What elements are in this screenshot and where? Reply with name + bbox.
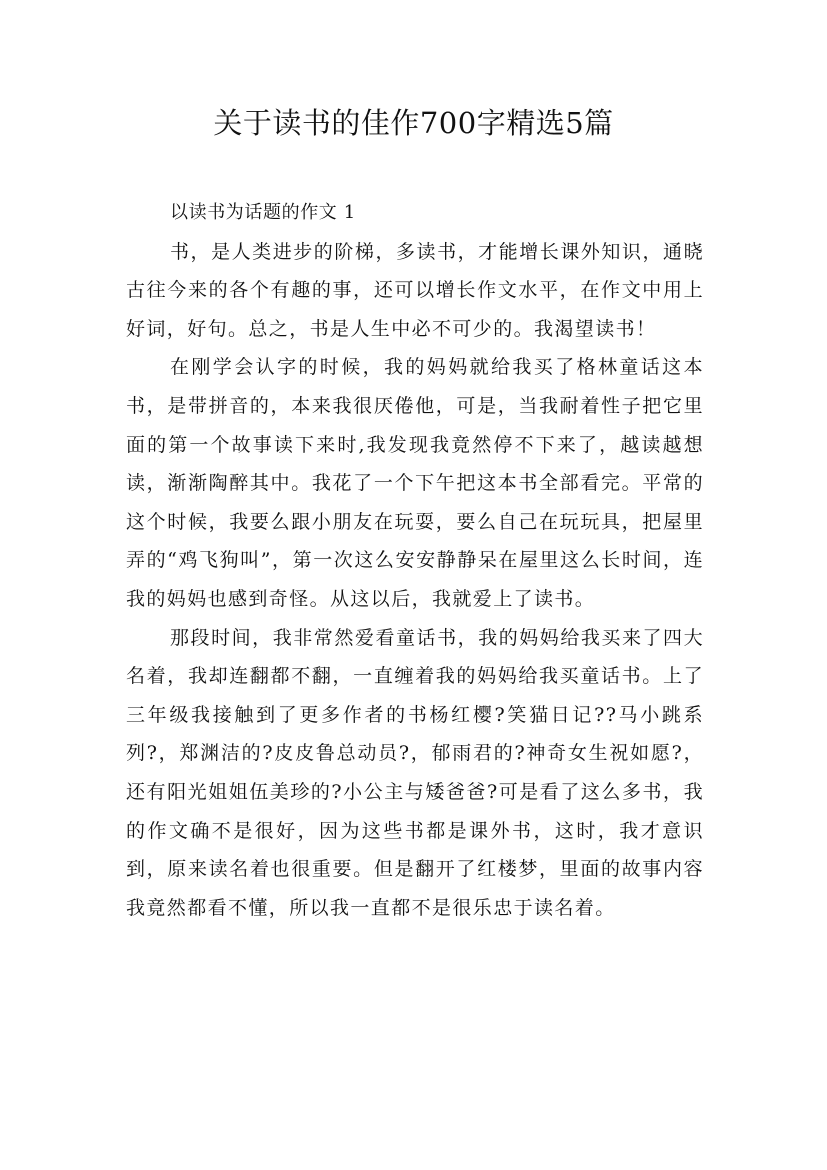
document-title: 关于读书的佳作700字精选5篇 bbox=[213, 106, 614, 140]
section-heading: 以读书为话题的作文 1 bbox=[170, 202, 356, 223]
paragraph: 书，是人类进步的阶梯，多读书，才能增长课外知识，通晓古往今来的各个有趣的事，还可以增长作文水平，在作文中用上好词，好句。总之，书是人生中必不可少的。我渴望读书！ bbox=[126, 240, 704, 340]
paragraph: 在刚学会认字的时候，我的妈妈就给我买了格林童话这本书，是带拼音的，本来我很厌倦他，可是，当我耐着性子把它里面的第一个故事读下来时,我发现我竟然停不下来了，越读越想读，渐渐陶醉其中。我花了一个下午把这本书全部看完。平常的这个时候，我要么跟小朋友在玩耍，要么自己在玩玩具，把屋里弄的“鸡飞狗叫”，第一次这么安安静静呆在屋里这么长时间，连我的妈妈也感到奇怪。从这以后，我就爱上了读书。 bbox=[126, 356, 704, 610]
paragraph: 那段时间，我非常然爱看童话书，我的妈妈给我买来了四大名着，我却连翻都不翻，一直缠着我的妈妈给我买童话书。上了三年级我接触到了更多作者的书杨红樱?笑猫日记??马小跳系列?，郑渊洁的?皮皮鲁总动员?，郁雨君的?神奇女生祝如愿?，还有阳光姐姐伍美珍的?小公主与矮爸爸?可是看了这么多书，我的作文确不是很好，因为这些书都是课外书，这时，我才意识到，原来读名着也很重要。但是翻开了红楼梦，里面的故事内容我竟然都看不懂，所以我一直都不是很乐忠于读名着。 bbox=[126, 626, 704, 919]
document-body bbox=[126, 194, 704, 927]
